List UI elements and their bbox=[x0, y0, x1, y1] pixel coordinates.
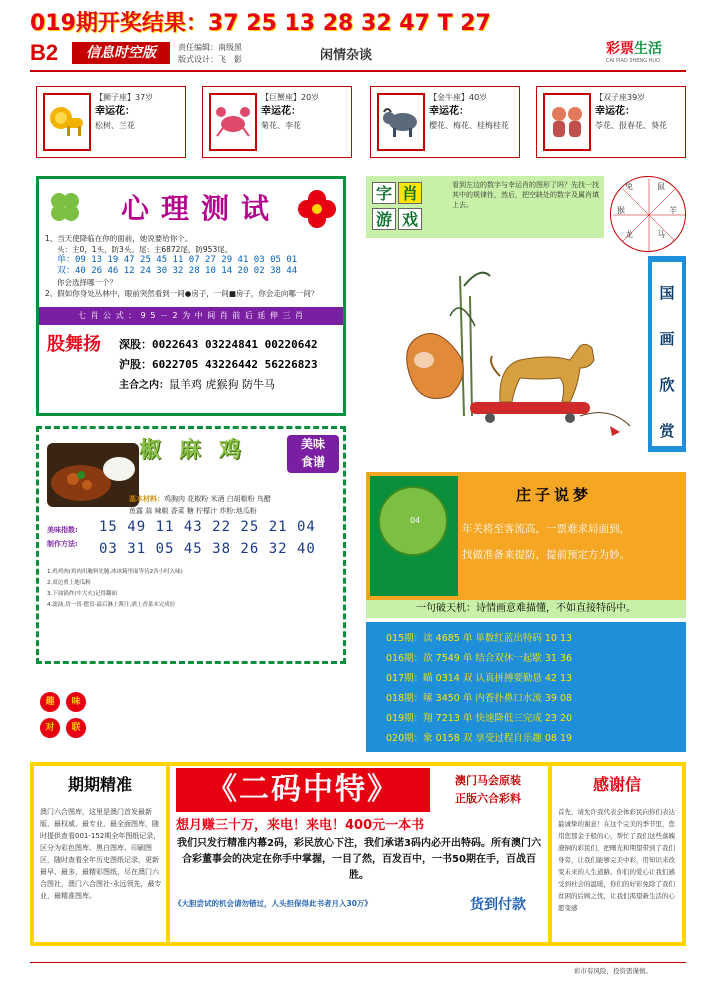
zodiac-text bbox=[261, 91, 319, 133]
lantern-icon: 对 bbox=[40, 718, 60, 738]
picture-number: 04 bbox=[410, 516, 421, 525]
lion-icon bbox=[43, 93, 91, 151]
sh-label: 沪股： bbox=[119, 358, 152, 371]
logo-sub: CAI PIAO SHENG HUO bbox=[606, 58, 660, 64]
circle-label: 龙 bbox=[625, 230, 633, 239]
zodiac-sign: 【双子座39岁 bbox=[595, 93, 646, 102]
lucky-flowers: 松树、兰花 bbox=[95, 121, 135, 130]
lottery-row: 019期：翔 7213 单 快速降低三完成 23 20 bbox=[386, 713, 573, 724]
lottery-row: 018期：嗦 3450 单 内香扑鼻口水流 39 08 bbox=[386, 693, 573, 704]
lotus-picture bbox=[370, 476, 458, 596]
lucky-flowers: 苓花、报春花、葵花 bbox=[595, 121, 667, 130]
precise-title: 期期精准 bbox=[67, 775, 132, 794]
odd-numbers: 单：09 13 19 47 25 45 11 07 27 29 41 03 05 01 bbox=[57, 255, 298, 265]
circle-label: 羊 bbox=[669, 206, 677, 215]
footer-divider bbox=[30, 962, 686, 963]
puzzle-char: 肖 bbox=[398, 182, 422, 204]
zhuangzi-poem bbox=[462, 516, 682, 568]
two-code-title: 《二码中特》 bbox=[176, 768, 430, 812]
psych-test-panel bbox=[36, 176, 346, 416]
question-one-end: 你会选择哪一个？ bbox=[57, 278, 117, 287]
lottery-row: 016期：欲 7549 单 结合双休一起歇 31 36 bbox=[386, 653, 573, 664]
lottery-row: 020期：象 0158 双 享受过程自乐趣 08 19 bbox=[386, 733, 573, 744]
badge-line2: 食谱 bbox=[300, 455, 325, 469]
zhuangzi-title: 庄子说梦 bbox=[516, 486, 593, 504]
zodiac-text bbox=[429, 91, 513, 133]
earn-slogan: 想月赚三十万，来电！来电！400元一本书 bbox=[176, 818, 425, 833]
zodiac-card-taurus bbox=[370, 86, 520, 158]
lottery-history-panel bbox=[366, 622, 686, 752]
tasty-recipe-badge bbox=[287, 435, 339, 473]
zhuangzi-dream-panel bbox=[366, 472, 686, 600]
psych-title: 心理测试 bbox=[121, 192, 282, 225]
editor-line: 责任编辑：南级黑 bbox=[178, 43, 242, 52]
dog-painting bbox=[380, 256, 642, 452]
commitment-text: 我们只发行精准内幕2码，彩民放心下注，我们承诺3码内必开出特码。所有澳门六合彩董事会的决定在你手中掌握，一目了然，百发百中，一书50期在手，百战百胜。 bbox=[177, 838, 541, 881]
lottery-row: 015期：读 4685 单 单数红蓝出特码 10 13 bbox=[386, 633, 573, 644]
circle-label: 鼠 bbox=[657, 182, 665, 191]
cash-on-delivery: 货到付款 bbox=[470, 897, 526, 913]
lantern-icon: 味 bbox=[66, 692, 86, 712]
flower-icon bbox=[297, 189, 337, 233]
lantern-icon: 趣 bbox=[40, 692, 60, 712]
lucky-flowers: 樱花、梅花、桂梅桂花 bbox=[429, 121, 509, 130]
twins-icon bbox=[543, 93, 591, 151]
precise-text: 澳门六合图库，这里是澳门首发最新版、最权威、最专业、最全面图库，随时提供查看001-152期全年图纸记录，区分为彩色图库、黑白图库、印刷图区，随时查看全年历史图纸记录，更新最早、最多，最精彩图纸，尽在澳门六合图社，澳门六合图社-永远领先，最专业，最精准图库。 bbox=[40, 808, 162, 900]
recipe-panel bbox=[36, 426, 346, 664]
risk-notice: 彩市有风险，投资需谨慎。 bbox=[574, 967, 652, 975]
guohua-char: 赏 bbox=[659, 422, 675, 440]
puzzle-char: 游 bbox=[372, 208, 396, 230]
recipe-step: 4.滤油,切一切-摆盘-最后淋上酱汁,洒上香菜末完成拉 bbox=[47, 602, 176, 608]
lantern-icon: 联 bbox=[66, 718, 86, 738]
recipe-title: 椒麻鸡 bbox=[139, 438, 260, 463]
sz-value: 0022643 03224841 00220642 bbox=[152, 338, 318, 351]
zodiac-card-gemini bbox=[536, 86, 686, 158]
guohua-banner bbox=[648, 256, 686, 452]
zodiac-sign: 【巨蟹座】20岁 bbox=[261, 93, 320, 102]
zodiac-text bbox=[95, 91, 153, 133]
recipe-step: 2.双边重上地瓜粉 bbox=[47, 580, 91, 586]
circle-label: 马 bbox=[657, 230, 665, 239]
macau-line1: 澳门马会原装 bbox=[455, 774, 521, 787]
lottery-life-logo bbox=[606, 38, 686, 68]
ingredients bbox=[129, 493, 341, 517]
logo-text-b: 生活 bbox=[634, 41, 662, 57]
macau-line2: 正版六合彩料 bbox=[455, 792, 521, 805]
question-one: 1、当天使降临在你的面前，她说要给你个。 bbox=[45, 234, 193, 243]
two-code-ad bbox=[170, 766, 548, 942]
lucky-label: 幸运花： bbox=[261, 106, 301, 117]
even-numbers: 双：40 26 46 12 24 30 32 28 10 14 20 02 38 44 bbox=[57, 266, 298, 276]
ingredient-label: 基本材料： bbox=[129, 495, 164, 503]
recipe-step: 3.下油锅炸(中大火)记得翻面 bbox=[47, 591, 118, 597]
designer-line: 版式设计：飞 影 bbox=[178, 55, 242, 64]
zodiac-text bbox=[595, 91, 679, 133]
recipe-step: 1.鸡鸡肉(鸡肉用腌料先腌,冰冰箱里面等待2各小时入味) bbox=[47, 569, 183, 575]
lucky-flowers: 菊花、李花 bbox=[261, 121, 301, 130]
guohua-char: 国 bbox=[659, 284, 675, 302]
lottery-row: 017期：瞄 0314 双 认真拼搏要勤恳 42 13 bbox=[386, 673, 573, 684]
method-numbers: 03 31 05 45 38 26 32 40 bbox=[99, 541, 316, 557]
lucky-label: 幸运花： bbox=[595, 106, 635, 117]
sh-value: 6022705 43226442 56226823 bbox=[152, 358, 318, 371]
ingredients-line2: 鱼露 蒜 辣椒 香菜 糖 柠檬汁 炸粉:地瓜粉 bbox=[129, 507, 257, 515]
sz-label: 深股： bbox=[119, 338, 152, 351]
zodiac-sign: 【狮子座】37岁 bbox=[95, 93, 154, 102]
poem-line: 年关将至客流高，一票难求局面到， bbox=[462, 523, 630, 535]
logo-text-a: 彩票 bbox=[606, 41, 634, 57]
ingredients-line1: 鸡胸肉 花椒粉 米酒 白胡椒粉 鸟醋 bbox=[164, 495, 271, 503]
lottery-list bbox=[386, 630, 678, 748]
lucky-label: 幸运花： bbox=[95, 106, 135, 117]
precise-panel bbox=[34, 766, 166, 942]
zodiac-card-cancer bbox=[202, 86, 352, 158]
editor-credits bbox=[178, 42, 242, 66]
flavor-index-label: 美味指数: bbox=[47, 526, 78, 534]
zodiac-sign: 【金牛座】40岁 bbox=[429, 93, 488, 102]
thanks-title: 感谢信 bbox=[592, 775, 641, 794]
bottom-ad-block bbox=[30, 762, 686, 946]
zodiac-circle-diagram bbox=[610, 176, 686, 252]
edition-name: 信息时空版 bbox=[72, 42, 170, 64]
stock-logo: 股舞扬 bbox=[47, 334, 101, 355]
guarantee-slogan: 《大胆尝试的机会请勿错过，人头担保得此书者月入30万》 bbox=[174, 899, 372, 908]
couplet-lanterns bbox=[36, 688, 96, 740]
header-divider bbox=[30, 70, 686, 72]
badge-line1: 美味 bbox=[300, 437, 325, 451]
bull-icon bbox=[377, 93, 425, 151]
thanks-text: 首先，请允许我代表全体彩民向你们表达最诚挚的谢意！在这个完美的季节里，您用您那金子般的心，帮忙了我们这些落魄潦倒的彩民们，把曙光和期望带到了我们身旁，让我们能够完美中彩，用知识来改变未来的人生道路。你们的爱心让我们感受到社会的温暖，你们的好彩免除了我们贫困的后顾之忧，让我们渴望新生活的心愿变感 bbox=[558, 808, 675, 912]
draw-result-headline: 019期开奖结果：37 25 13 28 32 47 T 27 bbox=[30, 11, 491, 36]
flavor-numbers: 15 49 11 43 22 25 21 04 bbox=[99, 519, 316, 535]
section-title: 闲情杂谈 bbox=[320, 48, 373, 63]
guohua-char: 欣 bbox=[659, 376, 675, 394]
puzzle-text: 看到左边的数字与幸运肖的图形了吗？先找一找其中的规律性，然后，把空缺处的数字及属肖填上去。 bbox=[452, 181, 599, 209]
page-number: B2 bbox=[30, 40, 59, 65]
thanks-letter-panel bbox=[552, 766, 682, 942]
guohua-char: 画 bbox=[659, 330, 675, 348]
main-label: 主合之内： bbox=[119, 380, 169, 391]
main-value: 鼠羊鸡 虎猴狗 防牛马 bbox=[169, 378, 275, 391]
riddle-line: 一句破天机：诗情画意难描懂，不如直接特码中。 bbox=[366, 600, 686, 618]
circle-label: 猴 bbox=[617, 206, 625, 215]
macau-label bbox=[432, 772, 544, 808]
puzzle-char: 戏 bbox=[398, 208, 422, 230]
psych-question-text bbox=[45, 233, 341, 299]
lucky-label: 幸运花： bbox=[429, 106, 469, 117]
clover-icon bbox=[47, 189, 83, 229]
puzzle-char: 字 bbox=[372, 182, 396, 204]
question-two: 2、假如你身处丛林中，眼前突然看到一间●房子，一间■房子，你会走向哪一间？ bbox=[45, 289, 319, 298]
poem-line: 找做准备来提防，提前预定方为妙。 bbox=[462, 549, 630, 561]
zodiac-card-leo bbox=[36, 86, 186, 158]
hint-line: 头：主0，1头，防3头。尾：主6872尾，防953尾。 bbox=[57, 245, 233, 254]
method-label: 制作方法: bbox=[47, 540, 78, 548]
seven-zodiac-formula: 七 肖 公 式 ： 9 5 － 2 为 中 间 肖 前 后 延 伸 三 肖 bbox=[39, 307, 343, 325]
stock-numbers bbox=[119, 335, 318, 396]
crab-icon bbox=[209, 93, 257, 151]
dish-photo bbox=[47, 443, 139, 507]
recipe-steps bbox=[47, 567, 343, 611]
circle-label: 兔 bbox=[625, 182, 633, 191]
zodiac-puzzle bbox=[366, 176, 604, 238]
